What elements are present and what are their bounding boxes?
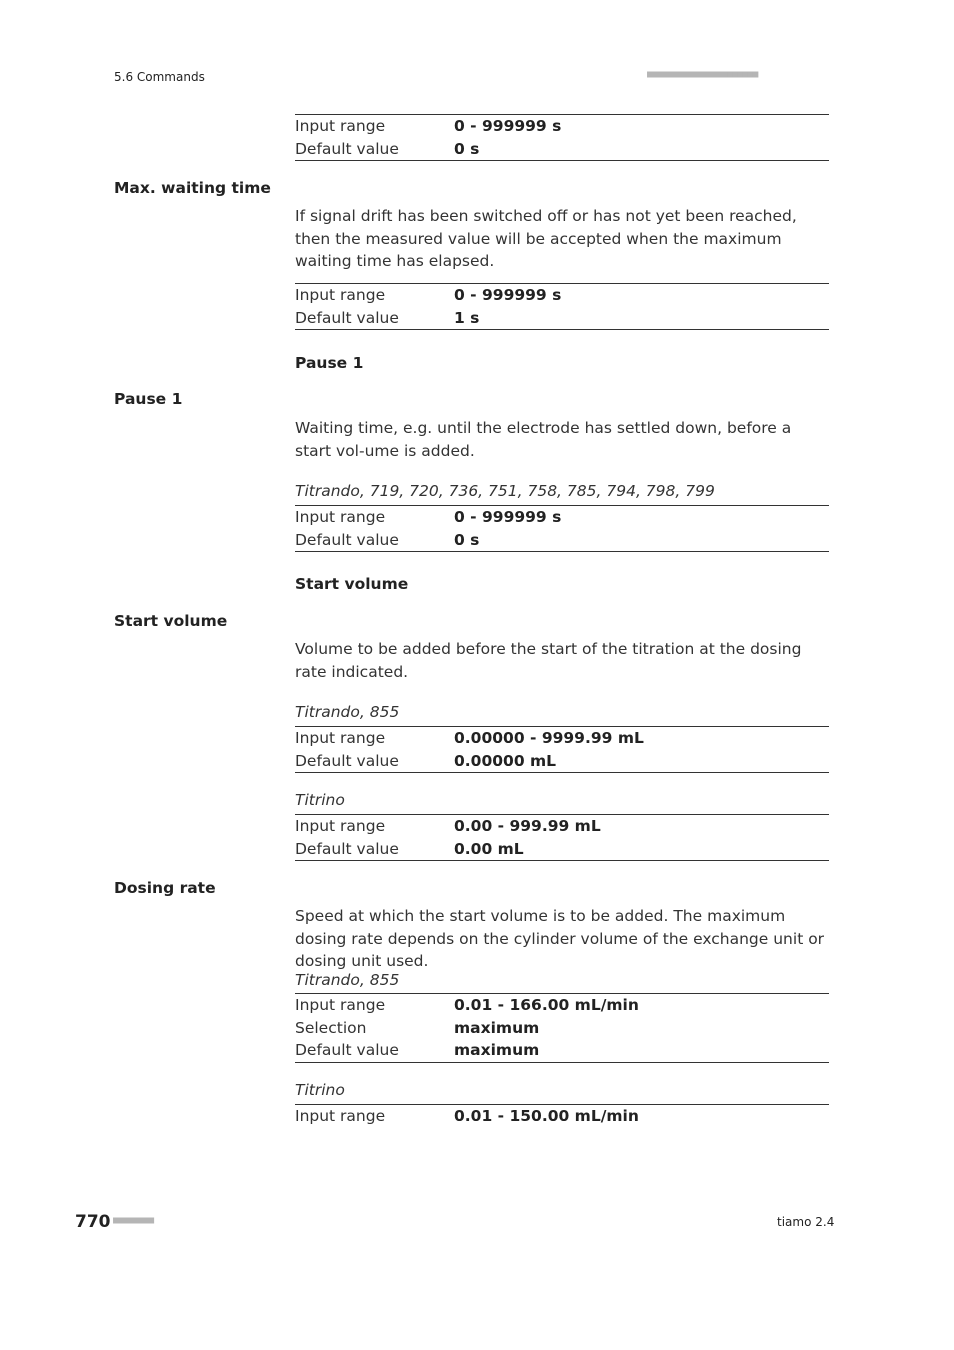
param-value: 1 s: [454, 308, 480, 327]
footer-decorative-dots: ■■■■■■■■: [113, 1215, 154, 1226]
pause-1-device-variant: Titrando, 719, 720, 736, 751, 758, 785, 794, 798, 799: [295, 482, 715, 500]
param-value: 0 s: [454, 530, 480, 549]
start-volume-table-titrando: [295, 726, 829, 773]
param-label: Default value: [295, 751, 399, 770]
dosing-rate-variant-titrino: Titrino: [295, 1081, 345, 1099]
param-value: 0.00000 mL: [454, 751, 557, 770]
heading-dosing-rate: Dosing rate: [114, 879, 216, 897]
param-value: 0.00 mL: [454, 839, 524, 858]
param-value: 0.01 - 150.00 mL/min: [454, 1107, 639, 1125]
table-row: [295, 750, 829, 773]
param-value: 0.00 - 999.99 mL: [454, 817, 601, 835]
header-decorative-dots: ■■■■■■■■■■■■■■■■■■■■■■: [647, 69, 758, 80]
param-value: 0.01 - 166.00 mL/min: [454, 996, 639, 1014]
param-label: Input range: [295, 117, 386, 135]
max-waiting-description: If signal drift has been switched off or has not yet been reached, then the measured value will be accepted when the maximum waiting time has elapsed.: [295, 207, 797, 270]
table-row: [295, 1105, 829, 1128]
param-label: Input range: [295, 729, 386, 747]
table-row: [295, 1017, 829, 1040]
param-value: 0 - 999999 s: [454, 117, 562, 135]
table-row: [295, 506, 829, 529]
param-value: maximum: [454, 1041, 540, 1059]
param-label: Default value: [295, 1041, 399, 1059]
param-label: Default value: [295, 139, 399, 158]
running-header-section: 5.6 Commands: [114, 70, 205, 84]
dosing-rate-description: Speed at which the start volume is to be added. The maximum dosing rate depends on the cylinder volume of the exchange unit or dosing unit used.: [295, 907, 825, 970]
table-row: [295, 529, 829, 552]
dosing-rate-table-titrando: [295, 993, 829, 1063]
param-label: Default value: [295, 308, 399, 327]
max-waiting-table: [295, 283, 829, 330]
pause-1-description: Waiting time, e.g. until the electrode has settled down, before a start vol-ume is added.: [295, 419, 792, 460]
pause-1-table: [295, 505, 829, 552]
dosing-rate-table-titrino: [295, 1104, 829, 1128]
param-value: maximum: [454, 1018, 540, 1037]
table-row: [295, 994, 829, 1017]
param-label: Default value: [295, 530, 399, 549]
param-value: 0.00000 - 9999.99 mL: [454, 729, 644, 747]
subheading-start-volume: Start volume: [295, 575, 409, 593]
heading-pause-1: Pause 1: [114, 390, 183, 408]
param-label: Input range: [295, 508, 386, 526]
param-label: Input range: [295, 286, 386, 304]
start-volume-description: Volume to be added before the start of the titration at the dosing rate indicated.: [295, 640, 802, 681]
start-volume-table-titrino: [295, 814, 829, 861]
page-number: 770: [75, 1212, 111, 1232]
start-volume-variant-titrando: Titrando, 855: [295, 703, 400, 721]
param-label: Default value: [295, 839, 399, 858]
param-label: Input range: [295, 996, 386, 1014]
param-label: Selection: [295, 1018, 367, 1037]
param-value: 0 - 999999 s: [454, 508, 562, 526]
subheading-pause-1: Pause 1: [295, 354, 364, 372]
top-parameter-table: [295, 114, 829, 161]
table-row: [295, 815, 829, 838]
param-label: Input range: [295, 817, 386, 835]
table-row: [295, 727, 829, 750]
table-row: [295, 138, 829, 161]
table-row: [295, 115, 829, 138]
table-row: [295, 307, 829, 330]
heading-max-waiting-time: Max. waiting time: [114, 179, 271, 197]
dosing-rate-variant-titrando: Titrando, 855: [295, 971, 400, 989]
table-row: [295, 284, 829, 307]
table-row: [295, 838, 829, 861]
param-label: Input range: [295, 1107, 386, 1125]
table-row: [295, 1039, 829, 1062]
param-value: 0 - 999999 s: [454, 286, 562, 304]
heading-start-volume: Start volume: [114, 612, 228, 630]
footer-product-name: tiamo 2.4: [777, 1215, 835, 1229]
param-value: 0 s: [454, 139, 480, 158]
start-volume-variant-titrino: Titrino: [295, 791, 345, 809]
